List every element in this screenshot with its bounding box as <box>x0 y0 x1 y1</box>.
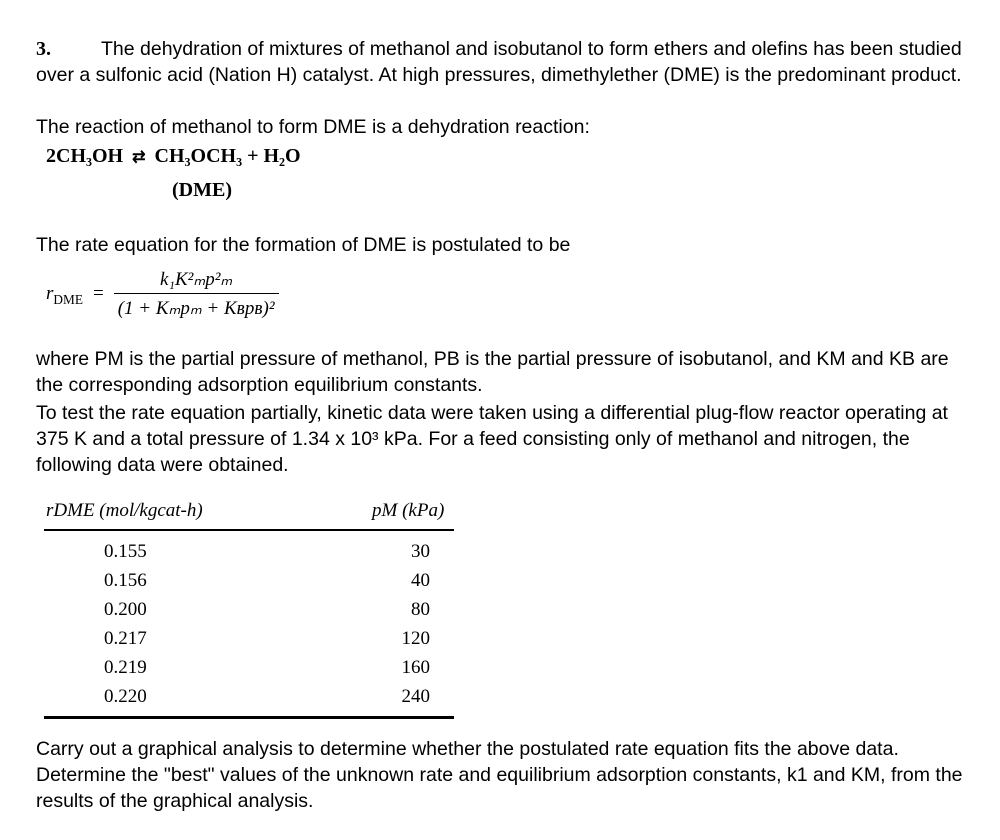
reaction-intro: The reaction of methanol to form DME is a dehydration reaction: <box>36 116 590 138</box>
rate-equation <box>46 268 279 320</box>
table-pressure-column <box>396 537 430 711</box>
reaction-product-label: (DME) <box>172 179 232 201</box>
table-cell-rate: 0.220 <box>104 686 147 707</box>
table-header-rate: rDME (mol/kgcat-h) <box>46 500 203 521</box>
rate-denominator: (1 + Kₘpₘ + Kʙpʙ)² <box>114 293 279 320</box>
table-cell-rate: 0.217 <box>104 628 147 649</box>
intro-paragraph <box>36 36 966 88</box>
table-cell-pressure: 240 <box>401 686 430 707</box>
rate-symbol: $r_{DME}$ <box>46 283 83 307</box>
table-cell-rate: 0.200 <box>104 599 147 620</box>
task-paragraph: Carry out a graphical analysis to determine whether the postulated rate equation fits the above data. Determine the "best" values of the unknown rate and equilibrium adsorption constants, k1 and KM, from the results of the graphical analysis. <box>36 738 963 812</box>
table-cell-pressure: 40 <box>411 570 430 591</box>
table-cell-rate: 0.219 <box>104 657 147 678</box>
intro-text: The dehydration of mixtures of methanol and isobutanol to form ethers and olefins has been studied over a sulfonic acid (Nation H) catalyst. At high pressures, dimethylether (DME) is the predominant product. <box>36 38 962 86</box>
table-cell-pressure: 30 <box>411 541 430 562</box>
table-cell-rate: 0.155 <box>104 541 147 562</box>
reaction-rhs: CH₃OCH₃ + H₂O <box>154 145 301 167</box>
equals-sign: = <box>92 283 104 304</box>
rate-numerator: k₁K²ₘp²ₘ <box>159 269 233 290</box>
test-paragraph: To test the rate equation partially, kinetic data were taken using a differential plug-flow reactor operating at 375 K and a total pressure of 1.34 x 10³ kPa. For a feed consisting only of methanol and nitrogen, the following data were obtained. <box>36 402 948 476</box>
table-bottom-rule <box>44 716 454 719</box>
equilibrium-arrow-icon: ⇄ <box>132 149 146 166</box>
definitions-paragraph: where PM is the partial pressure of methanol, PB is the partial pressure of isobutanol, and KM and KB are the corresponding adsorption equilibrium constants. <box>36 348 949 396</box>
table-header-rule <box>44 529 454 531</box>
table-cell-pressure: 120 <box>401 628 430 649</box>
table-rate-column <box>104 537 147 711</box>
rate-fraction <box>114 268 279 320</box>
table-cell-pressure: 160 <box>401 657 430 678</box>
reaction-lhs: 2CH₃OH <box>46 145 124 167</box>
rate-intro: The rate equation for the formation of DME is postulated to be <box>36 234 571 256</box>
table-cell-rate: 0.156 <box>104 570 147 591</box>
problem-number: 3. <box>36 38 51 60</box>
reaction-equation <box>46 142 301 172</box>
table-header-pressure: pM (kPa) <box>372 500 445 521</box>
table-cell-pressure: 80 <box>411 599 430 620</box>
